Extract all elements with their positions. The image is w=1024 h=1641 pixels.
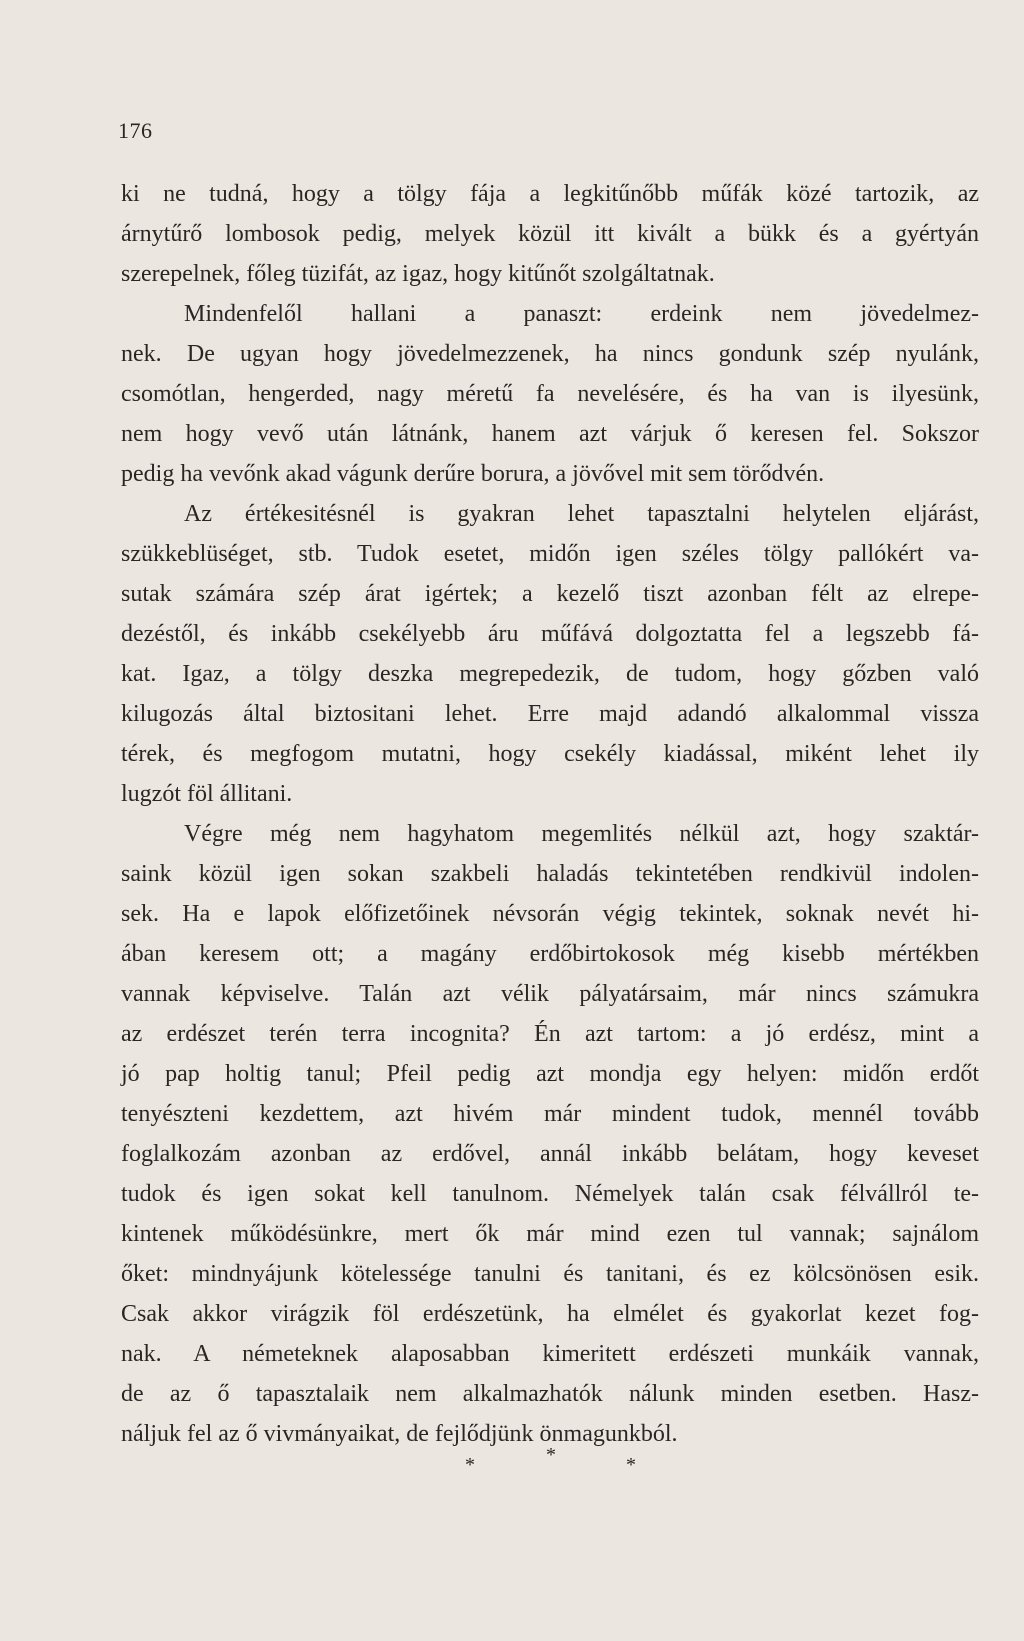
text-line: szerepelnek, főleg tüzifát, az igaz, hogy kitűnőt szolgáltatnak. [121, 261, 715, 287]
text-line: foglalkozám azonban az erdővel, annál inkább belátam, hogy keveset [121, 1141, 979, 1167]
text-line: tenyészteni kezdettem, azt hivém már mindent tudok, mennél tovább [121, 1101, 979, 1127]
text-line: tudok és igen sokat kell tanulnom. Némelyek talán csak félvállról te- [121, 1181, 979, 1207]
section-divider [0, 1444, 1024, 1484]
text-line: nak. A németeknek alaposabban kimeritett erdészeti munkáik vannak, [121, 1341, 979, 1367]
text-line: lugzót föl állitani. [121, 781, 293, 807]
text-line: árnytűrő lombosok pedig, melyek közül itt kivált a bükk és a gyértyán [121, 221, 979, 247]
text-line: Csak akkor virágzik föl erdészetünk, ha elmélet és gyakorlat kezet fog- [121, 1301, 979, 1327]
text-line: nem hogy vevő után látnánk, hanem azt várjuk ő keresen fel. Sokszor [121, 421, 979, 447]
text-line: saink közül igen sokan szakbeli haladás tekintetében rendkivül indolen- [121, 861, 979, 887]
text-line: náljuk fel az ő vivmányaikat, de fejlődjünk önmagunkból. [121, 1421, 678, 1447]
text-line: kat. Igaz, a tölgy deszka megrepedezik, de tudom, hogy gőzben való [121, 661, 979, 687]
asterisk: * [546, 1444, 556, 1466]
text-line: őket: mindnyájunk kötelessége tanulni és tanitani, és ez kölcsönösen esik. [121, 1261, 979, 1287]
text-line: vannak képviselve. Talán azt vélik pályatársaim, már nincs számukra [121, 981, 979, 1007]
text-line: pedig ha vevőnk akad vágunk derűre borura, a jövővel mit sem törődvén. [121, 461, 825, 487]
page-number: 176 [118, 118, 153, 143]
text-line: jó pap holtig tanul; Pfeil pedig azt mondja egy helyen: midőn erdőt [121, 1061, 979, 1087]
text-line: Mindenfelől hallani a panaszt: erdeink nem jövedelmez- [184, 301, 979, 327]
text-line: kilugozás által biztositani lehet. Erre majd adandó alkalommal vissza [121, 701, 979, 727]
text-line: sutak számára szép árat igértek; a kezelő tiszt azonban félt az elrepe- [121, 581, 979, 607]
text-line: ában keresem ott; a magány erdőbirtokosok még kisebb mértékben [121, 941, 979, 967]
text-line: Az értékesitésnél is gyakran lehet tapasztalni helytelen eljárást, [184, 501, 979, 527]
text-line: szükkeblüséget, stb. Tudok esetet, midőn igen széles tölgy pallókért va- [121, 541, 979, 567]
text-line: térek, és megfogom mutatni, hogy csekély kiadással, miként lehet ily [121, 741, 979, 767]
text-line: nek. De ugyan hogy jövedelmezzenek, ha nincs gondunk szép nyulánk, [121, 341, 979, 367]
text-line: Végre még nem hagyhatom megemlités nélkül azt, hogy szaktár- [184, 821, 979, 847]
text-line: csomótlan, hengerded, nagy méretű fa nevelésére, és ha van is ilyesünk, [121, 381, 979, 407]
text-line: az erdészet terén terra incognita? Én azt tartom: a jó erdész, mint a [121, 1021, 979, 1047]
text-line: de az ő tapasztalaik nem alkalmazhatók nálunk minden esetben. Hasz- [121, 1381, 979, 1407]
asterisk: * [465, 1454, 475, 1476]
body-text [121, 174, 979, 1454]
text-line: sek. Ha e lapok előfizetőinek névsorán végig tekintek, soknak nevét hi- [121, 901, 979, 927]
text-line: ki ne tudná, hogy a tölgy fája a legkitűnőbb műfák közé tartozik, az [121, 181, 979, 207]
text-line: kintenek működésünkre, mert ők már mind ezen tul vannak; sajnálom [121, 1221, 979, 1247]
text-line: dezéstől, és inkább csekélyebb áru műfává dolgoztatta fel a legszebb fá- [121, 621, 979, 647]
asterisk: * [626, 1454, 636, 1476]
